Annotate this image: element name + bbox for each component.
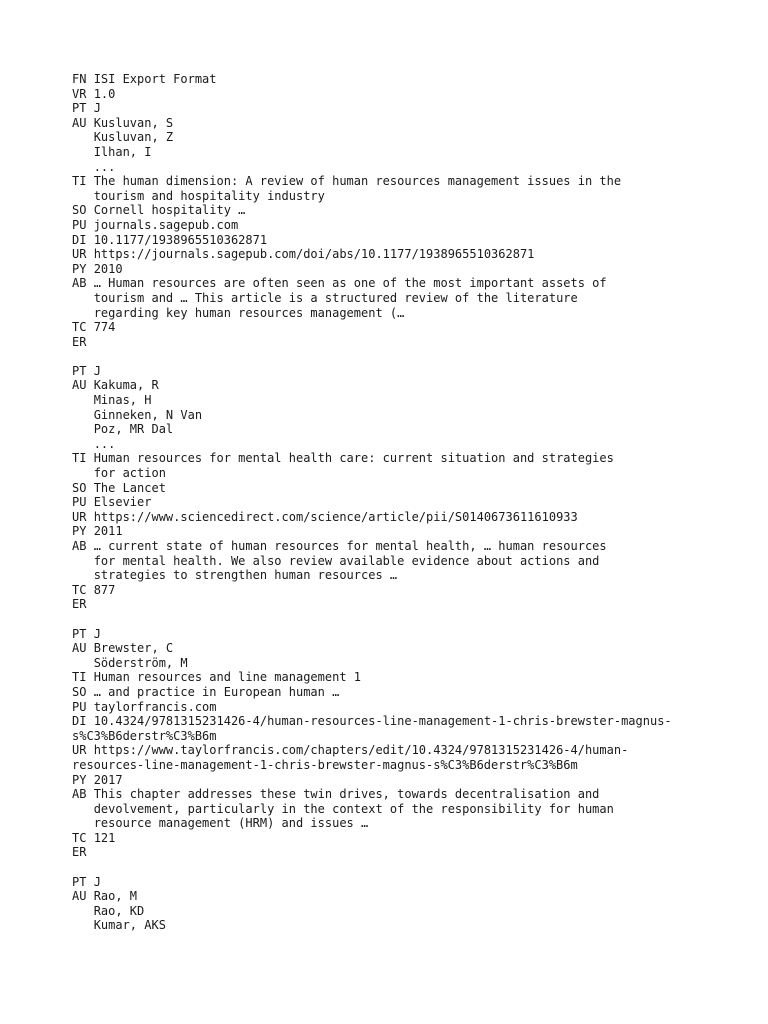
record-line-continuation [72, 393, 732, 408]
field-tag [72, 816, 94, 830]
isi-export-document [72, 72, 732, 933]
record-line-continuation [72, 466, 732, 481]
field-value: 877 [93, 582, 116, 597]
record-line-er [72, 845, 732, 860]
field-tag: UR [72, 247, 94, 262]
record-line-py [72, 262, 732, 277]
field-tag: PT [72, 101, 94, 116]
field-tag: SO [72, 203, 94, 218]
field-tag: PY [72, 261, 94, 276]
field-value: 121 [93, 830, 116, 845]
field-value: The Lancet [93, 480, 166, 495]
field-tag: UR [72, 509, 94, 524]
record-line-pt [72, 364, 732, 379]
field-tag: AB [72, 276, 94, 291]
field-value: Elsevier [93, 495, 152, 510]
record-line-continuation [72, 189, 732, 204]
record-separator [72, 612, 732, 627]
field-value: … Human resources are often seen as one of the most important assets of [93, 276, 607, 291]
field-tag [72, 918, 94, 932]
field-value: ... [93, 159, 116, 174]
record-line-py [72, 524, 732, 539]
field-value: Cornell hospitality … [93, 203, 246, 218]
record-line-au [72, 116, 732, 131]
record-line-continuation [72, 160, 732, 175]
field-value: Human resources and line management 1 [93, 670, 361, 685]
field-tag [72, 437, 94, 451]
field-tag: SO [72, 480, 94, 495]
record-line-di [72, 714, 732, 729]
field-tag: PT [72, 874, 94, 889]
record-line-pu [72, 700, 732, 715]
record-separator [72, 860, 732, 875]
field-value: for action [93, 466, 166, 481]
record-line-ur [72, 510, 732, 525]
field-value: resources-line-management-1-chris-brewster-magnus-s%C3%B6derstr%C3%B6m [72, 757, 578, 772]
field-tag [72, 904, 94, 918]
field-tag: PY [72, 772, 94, 787]
record-line-header-vr [72, 87, 732, 102]
record-line-pt [72, 627, 732, 642]
record-line-continuation [72, 291, 732, 306]
field-tag [72, 189, 94, 203]
record-line-au [72, 378, 732, 393]
record-separator [72, 349, 732, 364]
record-line-continuation [72, 904, 732, 919]
record-line-continuation [72, 145, 732, 160]
field-value: tourism and hospitality industry [93, 188, 325, 203]
field-value: https://www.sciencedirect.com/science/article/pii/S0140673611610933 [93, 509, 578, 524]
field-value: tourism and … This article is a structured review of the literature [93, 290, 578, 305]
field-tag: PT [72, 626, 94, 641]
record-line-pt [72, 101, 732, 116]
field-tag: TC [72, 320, 94, 335]
field-tag: AU [72, 641, 94, 656]
record-line-continuation [72, 758, 732, 773]
field-value: J [93, 874, 101, 889]
record-line-pu [72, 218, 732, 233]
field-value: Söderström, M [93, 655, 188, 670]
record-line-continuation [72, 554, 732, 569]
record-line-continuation [72, 568, 732, 583]
field-value: ... [93, 436, 116, 451]
field-value: 2017 [93, 772, 123, 787]
record-line-continuation [72, 918, 732, 933]
field-tag [72, 160, 94, 174]
field-tag: DI [72, 232, 94, 247]
record-line-continuation [72, 802, 732, 817]
field-value: https://journals.sagepub.com/doi/abs/10.1177/1938965510362871 [93, 247, 535, 262]
field-value: 10.1177/1938965510362871 [93, 232, 268, 247]
field-value: taylorfrancis.com [93, 699, 217, 714]
record-line-tc [72, 831, 732, 846]
field-tag: UR [72, 743, 94, 758]
field-value: Ilhan, I [93, 144, 152, 159]
field-tag: AU [72, 889, 94, 904]
record-line-ab [72, 787, 732, 802]
field-tag: ER [72, 334, 94, 349]
record-line-continuation [72, 437, 732, 452]
field-tag: SO [72, 684, 94, 699]
record-line-so [72, 685, 732, 700]
field-value: https://www.taylorfrancis.com/chapters/edit/10.4324/9781315231426-4/human- [93, 743, 629, 758]
field-value: J [93, 626, 101, 641]
field-tag: AU [72, 378, 94, 393]
record-line-ti [72, 670, 732, 685]
field-tag: AB [72, 787, 94, 802]
record-line-au [72, 889, 732, 904]
record-line-ti [72, 174, 732, 189]
field-value: Rao, KD [93, 903, 145, 918]
field-tag [72, 393, 94, 407]
field-value: Kusluvan, S [93, 115, 174, 130]
field-value: … current state of human resources for mental health, … human resources [93, 539, 607, 553]
record-line-tc [72, 583, 732, 598]
field-value: The human dimension: A review of human resources management issues in the [93, 174, 622, 189]
field-tag: ER [72, 597, 94, 612]
field-tag [72, 802, 94, 816]
field-tag: TI [72, 670, 94, 685]
field-value: Kumar, AKS [93, 918, 166, 933]
field-value: This chapter addresses these twin drives, towards decentralisation and [93, 787, 600, 802]
field-tag [72, 145, 94, 159]
record-line-continuation [72, 306, 732, 321]
record-line-ur [72, 743, 732, 758]
field-tag: AU [72, 115, 94, 130]
field-tag: PU [72, 699, 94, 714]
field-value: Rao, M [93, 889, 138, 904]
field-value: Ginneken, N Van [93, 407, 203, 422]
record-line-so [72, 481, 732, 496]
record-line-er [72, 335, 732, 350]
field-value: 1.0 [93, 86, 116, 101]
field-value: Brewster, C [93, 641, 174, 656]
field-value: for mental health. We also review available evidence about actions and [93, 553, 600, 568]
field-tag: PU [72, 217, 94, 232]
record-line-er [72, 597, 732, 612]
record-line-py [72, 773, 732, 788]
field-value: … and practice in European human … [93, 684, 340, 699]
record-line-continuation [72, 130, 732, 145]
field-tag: PU [72, 495, 94, 510]
field-value: devolvement, particularly in the context of the responsibility for human [93, 801, 614, 816]
record-line-au [72, 641, 732, 656]
field-value: J [93, 363, 101, 378]
field-tag: FN [72, 72, 94, 86]
field-tag [72, 466, 94, 480]
field-tag: TI [72, 174, 94, 189]
field-tag: TI [72, 451, 94, 466]
field-tag [72, 554, 94, 568]
record-line-di [72, 233, 732, 248]
field-value: 774 [93, 320, 116, 335]
field-value: ISI Export Format [93, 72, 217, 86]
field-tag: DI [72, 714, 94, 729]
field-tag: PT [72, 363, 94, 378]
record-line-pu [72, 495, 732, 510]
record-line-pt [72, 875, 732, 890]
field-value: resource management (HRM) and issues … [93, 816, 369, 831]
field-value: Poz, MR Dal [93, 422, 174, 437]
field-value: regarding key human resources management (… [93, 305, 405, 320]
record-line-ab [72, 539, 732, 554]
field-value: 2011 [93, 524, 123, 539]
record-line-ti [72, 451, 732, 466]
field-value: 10.4324/9781315231426-4/human-resources-line-management-1-chris-brewster-magnus- [93, 714, 672, 729]
field-value: Kakuma, R [93, 378, 159, 393]
record-line-ur [72, 247, 732, 262]
field-value: strategies to strengthen human resources … [93, 568, 398, 583]
field-tag: TC [72, 582, 94, 597]
field-value: journals.sagepub.com [93, 217, 239, 232]
record-line-continuation [72, 729, 732, 744]
field-tag [72, 422, 94, 436]
field-tag: PY [72, 524, 94, 539]
field-tag [72, 568, 94, 582]
field-tag: AB [72, 539, 94, 553]
field-tag [72, 306, 94, 320]
record-line-continuation [72, 816, 732, 831]
field-value: s%C3%B6derstr%C3%B6m [72, 728, 217, 743]
field-value: 2010 [93, 261, 123, 276]
record-line-continuation [72, 408, 732, 423]
field-tag [72, 656, 94, 670]
field-tag [72, 408, 94, 422]
field-tag [72, 291, 94, 305]
field-value: Human resources for mental health care: current situation and strategies [93, 451, 614, 466]
field-tag: TC [72, 830, 94, 845]
field-value: J [93, 101, 101, 116]
record-line-ab [72, 276, 732, 291]
record-line-tc [72, 320, 732, 335]
field-tag [72, 130, 94, 144]
record-line-so [72, 203, 732, 218]
record-line-continuation [72, 656, 732, 671]
field-value: Minas, H [93, 393, 152, 408]
record-line-continuation [72, 422, 732, 437]
record-line-header-fn [72, 72, 732, 87]
field-value: Kusluvan, Z [93, 130, 174, 145]
field-tag: VR [72, 86, 94, 101]
field-tag: ER [72, 845, 94, 860]
